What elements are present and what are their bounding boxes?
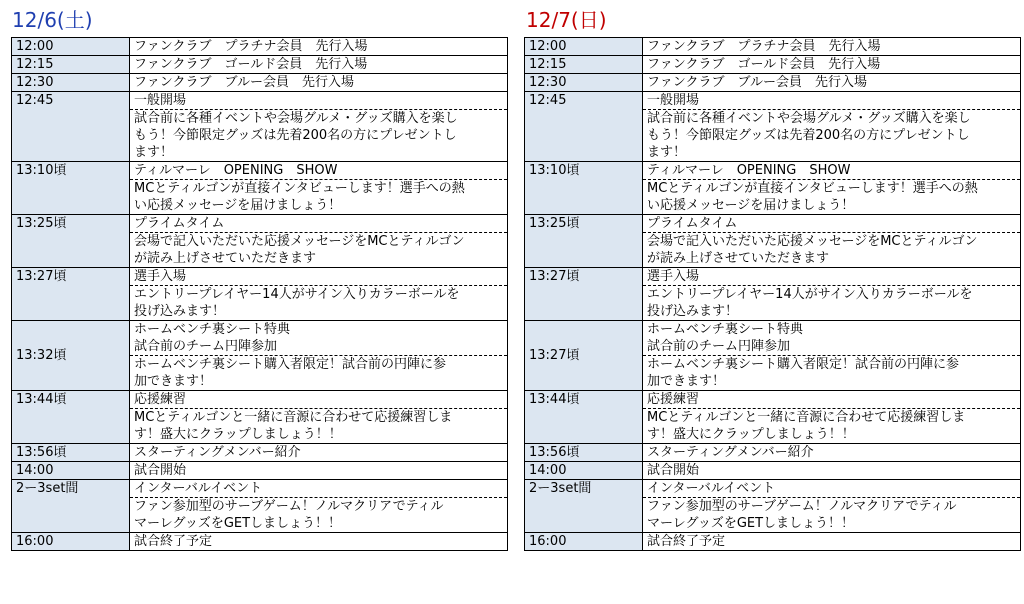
event-title: [130, 533, 507, 550]
schedule-row: [525, 461, 1020, 479]
event-cell: [643, 268, 1020, 320]
event-title: [643, 215, 1020, 232]
schedule-row: [525, 479, 1020, 532]
event-title: [130, 74, 507, 91]
event-title: [643, 74, 1020, 91]
time-cell: 16:00: [12, 533, 130, 550]
schedule-row: [12, 320, 507, 390]
event-title: [130, 480, 507, 497]
schedule-row: [12, 461, 507, 479]
event-text-line: 試合前に各種イベントや会場グルメ・グッズ購入を楽し: [647, 111, 971, 126]
time-cell: 13:32頃: [12, 321, 130, 390]
event-cell: [130, 56, 507, 73]
event-text-line: プライムタイム: [134, 216, 225, 231]
event-cell: [130, 215, 507, 267]
event-title: [130, 215, 507, 232]
schedule-row: [12, 55, 507, 73]
event-cell: [643, 533, 1020, 550]
schedule-row: [12, 479, 507, 532]
event-text-line: スターティングメンバー紹介: [134, 445, 301, 460]
event-cell: [130, 268, 507, 320]
event-title: [130, 162, 507, 179]
event-cell: [130, 38, 507, 55]
time-cell: 14:00: [12, 462, 130, 479]
event-text-line: ファンクラブ プラチナ会員 先行入場: [134, 39, 368, 54]
event-text-line: インターバルイベント: [134, 481, 263, 496]
event-text-line: MCとティルゴンが直接インタビューします！選手への熱: [647, 181, 978, 196]
event-text-line: プライムタイム: [647, 216, 738, 231]
event-description: [643, 408, 1020, 443]
event-text-line: エントリープレイヤー14人がサイン入りカラーボールを: [647, 287, 973, 302]
event-text-line: 試合開始: [134, 463, 187, 478]
event-title: [643, 444, 1020, 461]
event-text-line: い応援メッセージを届けましょう！: [647, 198, 855, 213]
schedule-row: [525, 443, 1020, 461]
event-text-line: い応援メッセージを届けましょう！: [134, 198, 342, 213]
schedule-row: [12, 390, 507, 443]
event-description: [130, 109, 507, 161]
schedule-row: [525, 73, 1020, 91]
time-cell: 14:00: [525, 462, 643, 479]
event-description: [130, 285, 507, 320]
event-cell: [130, 391, 507, 443]
schedule-row: [525, 390, 1020, 443]
time-cell: 13:25頃: [12, 215, 130, 267]
event-title: [643, 56, 1020, 73]
event-text-line: が読み上げさせていただきます: [134, 251, 317, 266]
event-text-line: 会場で記入いただいた応援メッセージをMCとティルゴン: [647, 234, 978, 249]
schedule-row: [525, 38, 1020, 55]
event-cell: [643, 56, 1020, 73]
event-text-line: 会場で記入いただいた応援メッセージをMCとティルゴン: [134, 234, 465, 249]
event-text-line: ファン参加型のサーブゲーム！ノルマクリアでティル: [647, 499, 957, 514]
event-title: [130, 321, 507, 355]
schedule-row: [12, 73, 507, 91]
event-text-line: エントリープレイヤー14人がサイン入りカラーボールを: [134, 287, 460, 302]
event-text-line: もう！今節限定グッズは先着200名の方にプレゼントし: [647, 128, 970, 143]
event-description: [643, 355, 1020, 390]
event-description: [643, 109, 1020, 161]
schedule-table-sunday: [524, 37, 1021, 551]
event-cell: [130, 444, 507, 461]
event-text-line: 試合開始: [647, 463, 700, 478]
event-text-line: 選手入場: [134, 269, 187, 284]
event-text-line: が読み上げさせていただきます: [647, 251, 830, 266]
event-description: [130, 408, 507, 443]
time-cell: 12:45: [525, 92, 643, 161]
event-text-line: ホームベンチ裏シート購入者限定！試合前の円陣に参: [647, 357, 960, 372]
event-description: [643, 179, 1020, 214]
day-title-saturday: 12/6(土): [12, 8, 93, 32]
event-description: [130, 497, 507, 532]
time-cell: 13:25頃: [525, 215, 643, 267]
event-text-line: 試合終了予定: [647, 534, 726, 549]
event-text-line: 選手入場: [647, 269, 700, 284]
event-text-line: ファンクラブ ゴールド会員 先行入場: [134, 57, 368, 72]
event-text-line: マーレグッズをGETしましょう！！: [647, 516, 855, 531]
time-cell: 12:30: [12, 74, 130, 91]
event-cell: [130, 321, 507, 390]
schedule-row: [525, 267, 1020, 320]
time-cell: 12:15: [12, 56, 130, 73]
event-text-line: 投げ込みます！: [647, 304, 739, 319]
time-cell: 2ー3set間: [12, 480, 130, 532]
day-title-sunday: 12/7(日): [526, 8, 607, 32]
time-cell: 13:27頃: [525, 268, 643, 320]
time-cell: 12:45: [12, 92, 130, 161]
event-description: [130, 232, 507, 267]
time-cell: 13:44頃: [525, 391, 643, 443]
event-cell: [643, 444, 1020, 461]
time-cell: 13:10頃: [12, 162, 130, 214]
schedule-row: [12, 38, 507, 55]
event-description: [643, 232, 1020, 267]
schedule-row: [12, 214, 507, 267]
event-title: [130, 92, 507, 109]
event-text-line: ます！: [134, 145, 174, 160]
event-title: [643, 533, 1020, 550]
event-title: [643, 162, 1020, 179]
schedule-row: [12, 161, 507, 214]
event-title: [130, 444, 507, 461]
event-text-line: ファンクラブ ゴールド会員 先行入場: [647, 57, 881, 72]
event-title: [643, 38, 1020, 55]
event-cell: [643, 480, 1020, 532]
event-description: [130, 179, 507, 214]
time-cell: 13:56頃: [12, 444, 130, 461]
event-title: [643, 321, 1020, 355]
event-text-line: ファンクラブ ブルー会員 先行入場: [647, 75, 867, 90]
event-title: [643, 268, 1020, 285]
event-text-line: 試合前のチーム円陣参加: [647, 339, 791, 354]
event-cell: [643, 162, 1020, 214]
event-title: [130, 268, 507, 285]
event-text-line: 試合終了予定: [134, 534, 213, 549]
event-cell: [130, 462, 507, 479]
event-cell: [130, 74, 507, 91]
event-text-line: 投げ込みます！: [134, 304, 226, 319]
event-text-line: 試合前に各種イベントや会場グルメ・グッズ購入を楽し: [134, 111, 458, 126]
event-text-line: ティルマーレ OPENING SHOW: [134, 163, 338, 178]
time-cell: 12:00: [12, 38, 130, 55]
event-cell: [130, 92, 507, 161]
event-description: [130, 355, 507, 390]
event-text-line: ホームベンチ裏シート特典: [647, 322, 804, 337]
event-text-line: ティルマーレ OPENING SHOW: [647, 163, 851, 178]
event-text-line: MCとティルゴンと一緒に音源に合わせて応援練習しま: [134, 410, 453, 425]
schedule-row: [525, 55, 1020, 73]
schedule-row: [525, 161, 1020, 214]
event-text-line: ファンクラブ ブルー会員 先行入場: [134, 75, 354, 90]
time-cell: 13:10頃: [525, 162, 643, 214]
event-text-line: ファン参加型のサーブゲーム！ノルマクリアでティル: [134, 499, 444, 514]
event-text-line: マーレグッズをGETしましょう！！: [134, 516, 342, 531]
time-cell: 13:27頃: [525, 321, 643, 390]
event-description: [643, 285, 1020, 320]
event-cell: [643, 215, 1020, 267]
event-text-line: 応援練習: [134, 392, 187, 407]
schedule-row: [12, 532, 507, 550]
schedule-table-saturday: [11, 37, 508, 551]
event-text-line: MCとティルゴンと一緒に音源に合わせて応援練習しま: [647, 410, 966, 425]
event-description: [643, 497, 1020, 532]
time-cell: 13:44頃: [12, 391, 130, 443]
event-text-line: ます！: [647, 145, 687, 160]
event-text-line: スターティングメンバー紹介: [647, 445, 814, 460]
time-cell: 12:00: [525, 38, 643, 55]
event-text-line: 加できます！: [134, 374, 213, 389]
event-text-line: す！盛大にクラップしましょう！！: [647, 427, 855, 442]
event-title: [130, 56, 507, 73]
schedule-row: [525, 320, 1020, 390]
time-cell: 12:30: [525, 74, 643, 91]
event-title: [643, 92, 1020, 109]
event-text-line: ファンクラブ プラチナ会員 先行入場: [647, 39, 881, 54]
time-cell: 2ー3set間: [525, 480, 643, 532]
event-cell: [643, 74, 1020, 91]
event-cell: [643, 321, 1020, 390]
event-text-line: 試合前のチーム円陣参加: [134, 339, 278, 354]
event-text-line: す！盛大にクラップしましょう！！: [134, 427, 342, 442]
event-cell: [130, 162, 507, 214]
schedule-row: [525, 532, 1020, 550]
event-text-line: MCとティルゴンが直接インタビューします！選手への熱: [134, 181, 465, 196]
event-text-line: ホームベンチ裏シート購入者限定！試合前の円陣に参: [134, 357, 447, 372]
event-text-line: 一般開場: [647, 93, 700, 108]
schedule-row: [12, 267, 507, 320]
event-cell: [643, 38, 1020, 55]
event-cell: [130, 533, 507, 550]
schedule-row: [525, 91, 1020, 161]
event-text-line: もう！今節限定グッズは先着200名の方にプレゼントし: [134, 128, 457, 143]
event-title: [130, 462, 507, 479]
schedule-row: [12, 443, 507, 461]
event-cell: [643, 462, 1020, 479]
schedule-row: [12, 91, 507, 161]
event-title: [643, 462, 1020, 479]
time-cell: 13:56頃: [525, 444, 643, 461]
time-cell: 16:00: [525, 533, 643, 550]
event-text-line: ホームベンチ裏シート特典: [134, 322, 291, 337]
event-text-line: 一般開場: [134, 93, 187, 108]
event-text-line: 応援練習: [647, 392, 700, 407]
time-cell: 13:27頃: [12, 268, 130, 320]
event-text-line: インターバルイベント: [647, 481, 776, 496]
event-cell: [643, 92, 1020, 161]
schedule-row: [525, 214, 1020, 267]
event-title: [130, 391, 507, 408]
time-cell: 12:15: [525, 56, 643, 73]
event-text-line: 加できます！: [647, 374, 726, 389]
event-cell: [130, 480, 507, 532]
event-title: [643, 480, 1020, 497]
event-cell: [643, 391, 1020, 443]
event-title: [130, 38, 507, 55]
event-title: [643, 391, 1020, 408]
